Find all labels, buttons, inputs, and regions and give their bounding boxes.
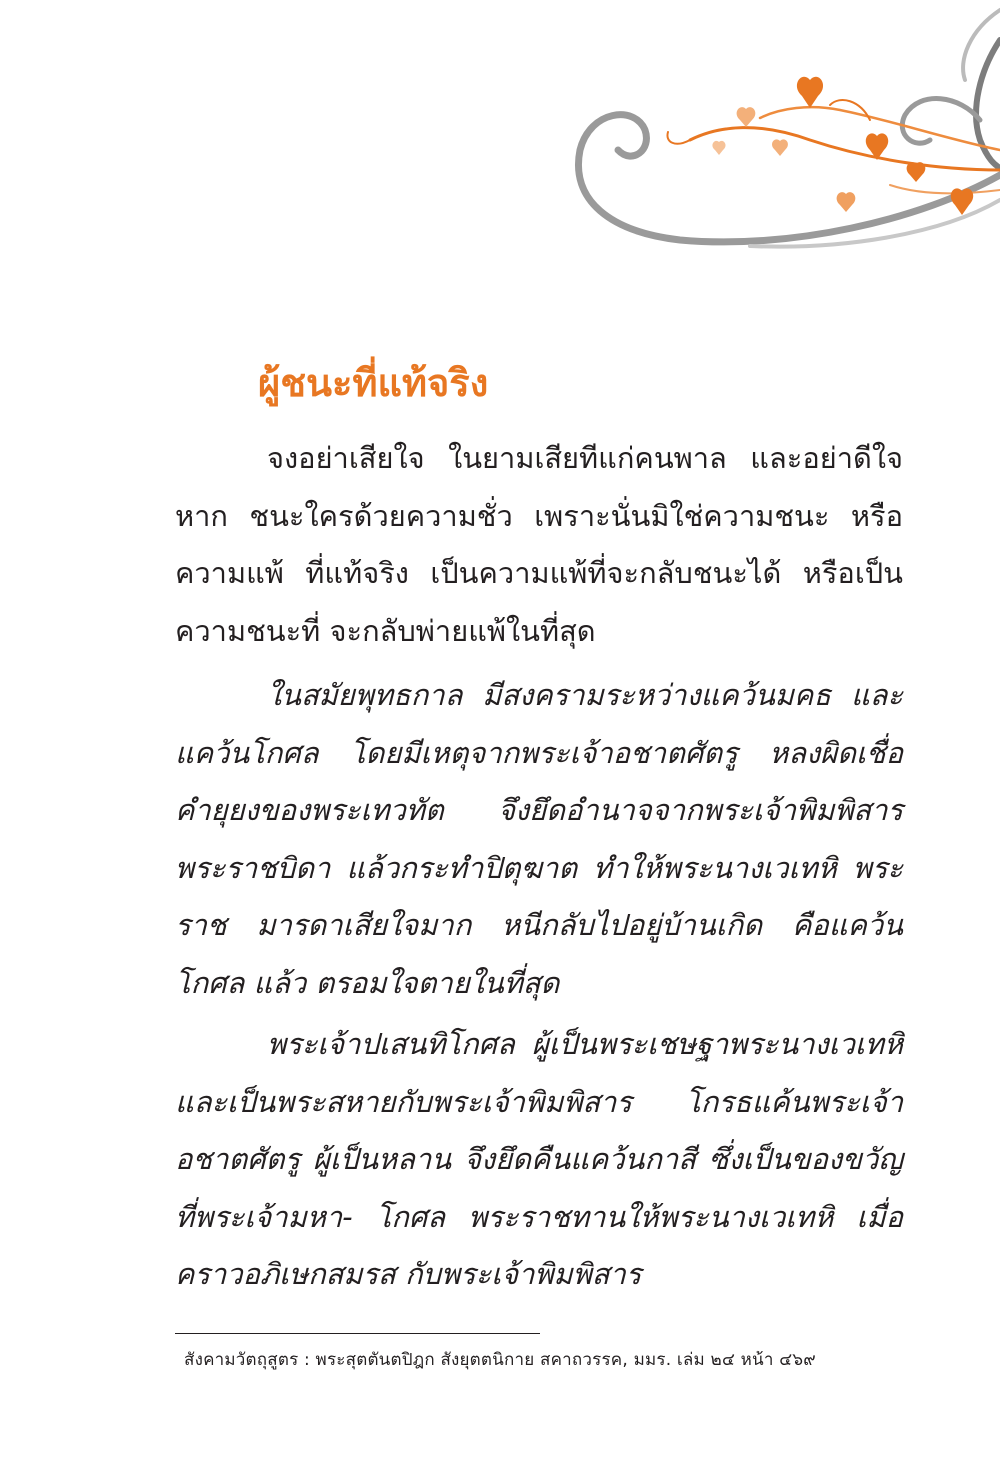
page-title: ผู้ชนะที่แท้จริง — [258, 361, 489, 405]
footnote: สังคามวัตถุสูตร : พระสุตตันตปิฎก สังยุตตนิกาย สคาถวรรค, มมร. เล่ม ๒๔ หน้า ๔๖๙ — [184, 1350, 816, 1370]
paragraph-story: ในสมัยพุทธกาล มีสงครามระหว่างแคว้นมคธ และ แคว้นโกศล โดยมีเหตุจากพระเจ้าอชาตศัตรู หลงผิดเชื่อ คำยุยงของพระเทวทัต จึงยึดอำนาจจากพระเจ้าพิมพิสาร พระราชบิดา แล้วกระทำปิตุฆาต ทำให้พระนางเวเทหิ พระราช มารดาเสียใจมาก หนีกลับไปอยู่บ้านเกิด คือแคว้นโกศล แล้ว ตรอมใจตายในที่สุด — [175, 678, 903, 1000]
footnote-divider — [175, 1333, 540, 1334]
paragraph-conflict: พระเจ้าปเสนทิโกศล ผู้เป็นพระเชษฐาพระนางเวเทหิ และเป็นพระสหายกับพระเจ้าพิมพิสาร โกรธแค้นพระเจ้าอชาตศัตรู ผู้เป็นหลาน จึงยึดคืนแคว้นกาสี ซึ่งเป็นของขวัญที่พระเจ้ามหา- โกศล พระราชทานให้พระนางเวเทหิ เมื่อคราวอภิเษกสมรส กับพระเจ้าพิมพิสาร — [175, 1027, 903, 1291]
floral-ornament-icon — [540, 0, 1000, 300]
paragraph-intro: จงอย่าเสียใจ ในยามเสียทีแก่คนพาล และอย่าดีใจหาก ชนะใครด้วยความชั่ว เพราะนั่นมิใช่ความชนะ หรือความแพ้ ที่แท้จริง เป็นความแพ้ที่จะกลับชนะได้ หรือเป็นความชนะที่ จะกลับพ่ายแพ้ในที่สุด — [175, 441, 903, 648]
